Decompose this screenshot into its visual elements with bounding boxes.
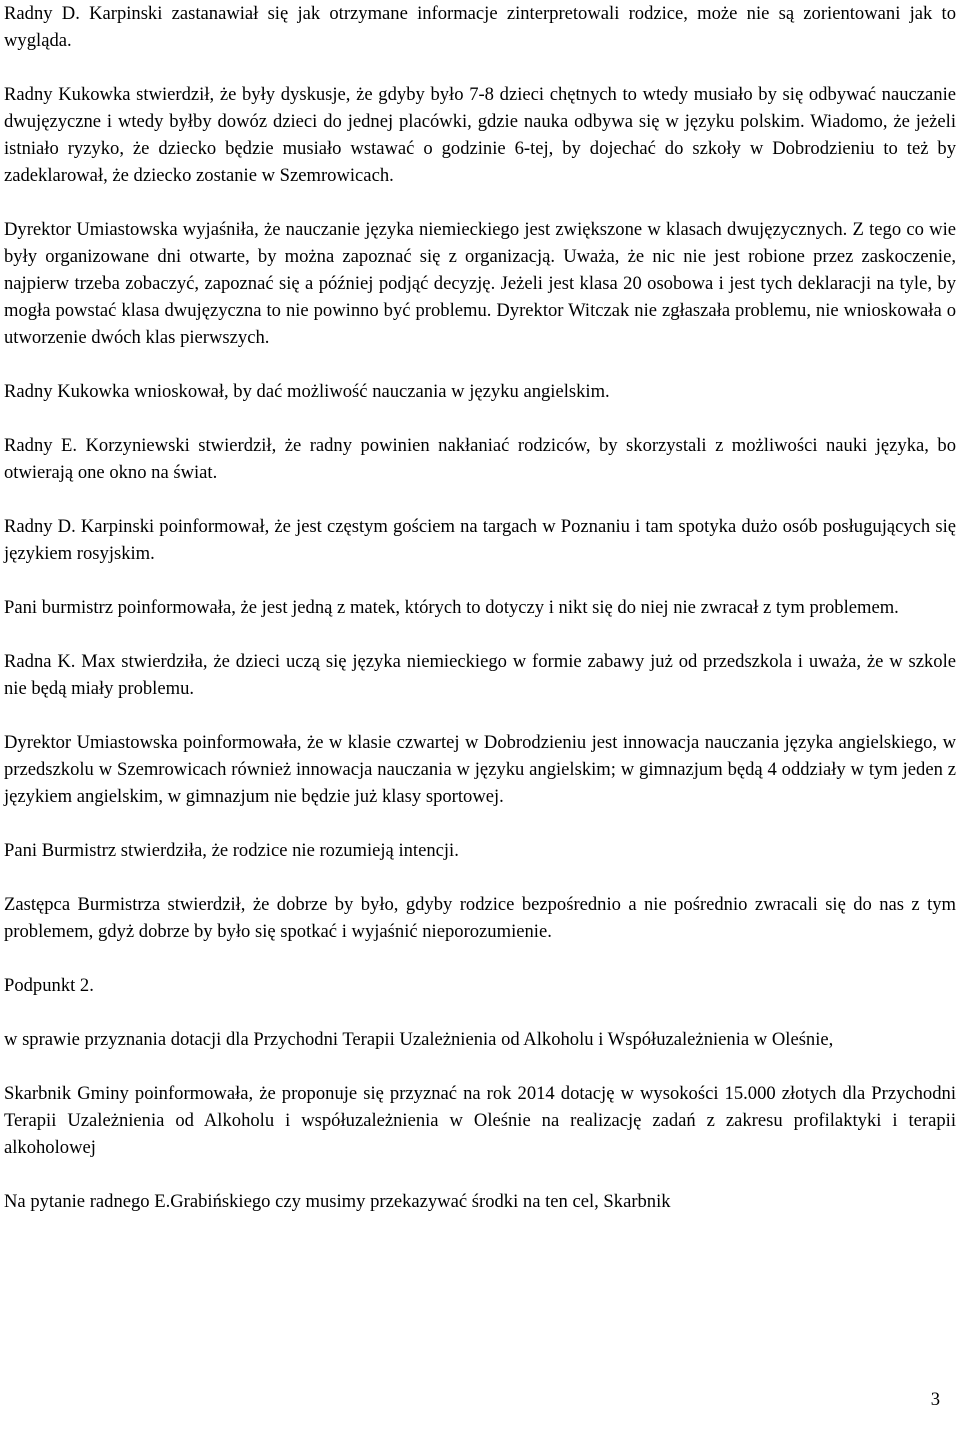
paragraph-zastepca: Zastępca Burmistrza stwierdził, że dobrze by było, gdyby rodzice bezpośrednio a nie pośrednio zwracali się do nas z tym problemem, gdyż dobrze by było się spotkać i wyjaśnić nieporozumienie. — [4, 894, 956, 942]
paragraph-max: Radna K. Max stwierdziła, że dzieci uczą się języka niemieckiego w formie zabawy już od przedszkola i uważa, że w szkole nie będą miały problemu. — [4, 651, 956, 699]
paragraph-burmistrz-info: Pani burmistrz poinformowała, że jest jedną z matek, których to dotyczy i nikt się do niej nie zwracał z tym problemem. — [4, 597, 899, 618]
page-number: 3 — [930, 1389, 940, 1410]
subpoint-heading: Podpunkt 2. — [4, 975, 94, 996]
paragraph-umiastowska-explanation: Dyrektor Umiastowska wyjaśniła, że nauczanie języka niemieckiego jest zwiększone w klasach dwujęzycznych. Z tego co wie były organizowane dni otwarte, by można zapoznać się z organizacją. Uważa, że nic nie jest robione przez zaskoczenie, najpierw trzeba zobaczyć, zapoznać się a później podjąć decyzję. Jeżeli jest klasa 20 osobowa i jest tych deklaracji na tyle, by mogła powstać klasa dwujęzyczna to nie powinno być problemu. Dyrektor Witczak nie zgłaszała problemu, nie wnioskowała o utworzenie dwóch klas pierwszych. — [4, 219, 956, 348]
paragraph-kukowka-motion: Radny Kukowka wnioskował, by dać możliwość nauczania w języku angielskim. — [4, 381, 610, 402]
document-page — [4, 0, 956, 1215]
paragraph-burmistrz-intent: Pani Burmistrz stwierdziła, że rodzice nie rozumieją intencji. — [4, 840, 459, 861]
paragraph-umiastowska-info: Dyrektor Umiastowska poinformowała, że w klasie czwartej w Dobrodzieniu jest innowacja nauczania języka angielskiego, w przedszkolu w Szemrowicach również innowacja nauczania w języku angielskim; w gimnazjum będą 4 oddziały w tym jeden z językiem angielskim, w gimnazjum nie będzie już klasy sportowej. — [4, 732, 956, 807]
paragraph-karpinski-question: Radny D. Karpinski zastanawiał się jak otrzymane informacje zinterpretowali rodzice, może nie są zorientowani jak to wygląda. — [4, 3, 956, 51]
paragraph-skarbnik-info: Skarbnik Gminy poinformowała, że proponuje się przyznać na rok 2014 dotację w wysokości 15.000 złotych dla Przychodni Terapii Uzależnienia od Alkoholu i współuzależnienia w Oleśnie na realizację zadań z zakresu profilaktyki i terapii alkoholowej — [4, 1083, 956, 1158]
paragraph-kukowka-discussion: Radny Kukowka stwierdził, że były dyskusje, że gdyby było 7-8 dzieci chętnych to wtedy musiało by się odbywać nauczanie dwujęzyczne i wtedy byłby dowóz dzieci do jednej placówki, gdzie nauka odbywa się w języku polskim. Wiadomo, że jeżeli istniało ryzyko, że dziecko będzie musiało wstawać o godzinie 6-tej, by dojechać do szkoły w Dobrodzieniu to też by zadeklarował, że dziecko zostanie w Szemrowicach. — [4, 84, 956, 186]
paragraph-subject: w sprawie przyznania dotacji dla Przychodni Terapii Uzależnienia od Alkoholu i Współuzależnienia w Oleśnie, — [4, 1029, 834, 1050]
paragraph-grabinski-question: Na pytanie radnego E.Grabińskiego czy musimy przekazywać środki na ten cel, Skarbnik — [4, 1191, 671, 1212]
paragraph-korzyniewski: Radny E. Korzyniewski stwierdził, że radny powinien nakłaniać rodziców, by skorzystali z możliwości nauki języka, bo otwierają one okno na świat. — [4, 435, 956, 483]
paragraph-karpinski-info: Radny D. Karpinski poinformował, że jest częstym gościem na targach w Poznaniu i tam spotyka dużo osób posługujących się językiem rosyjskim. — [4, 516, 956, 564]
